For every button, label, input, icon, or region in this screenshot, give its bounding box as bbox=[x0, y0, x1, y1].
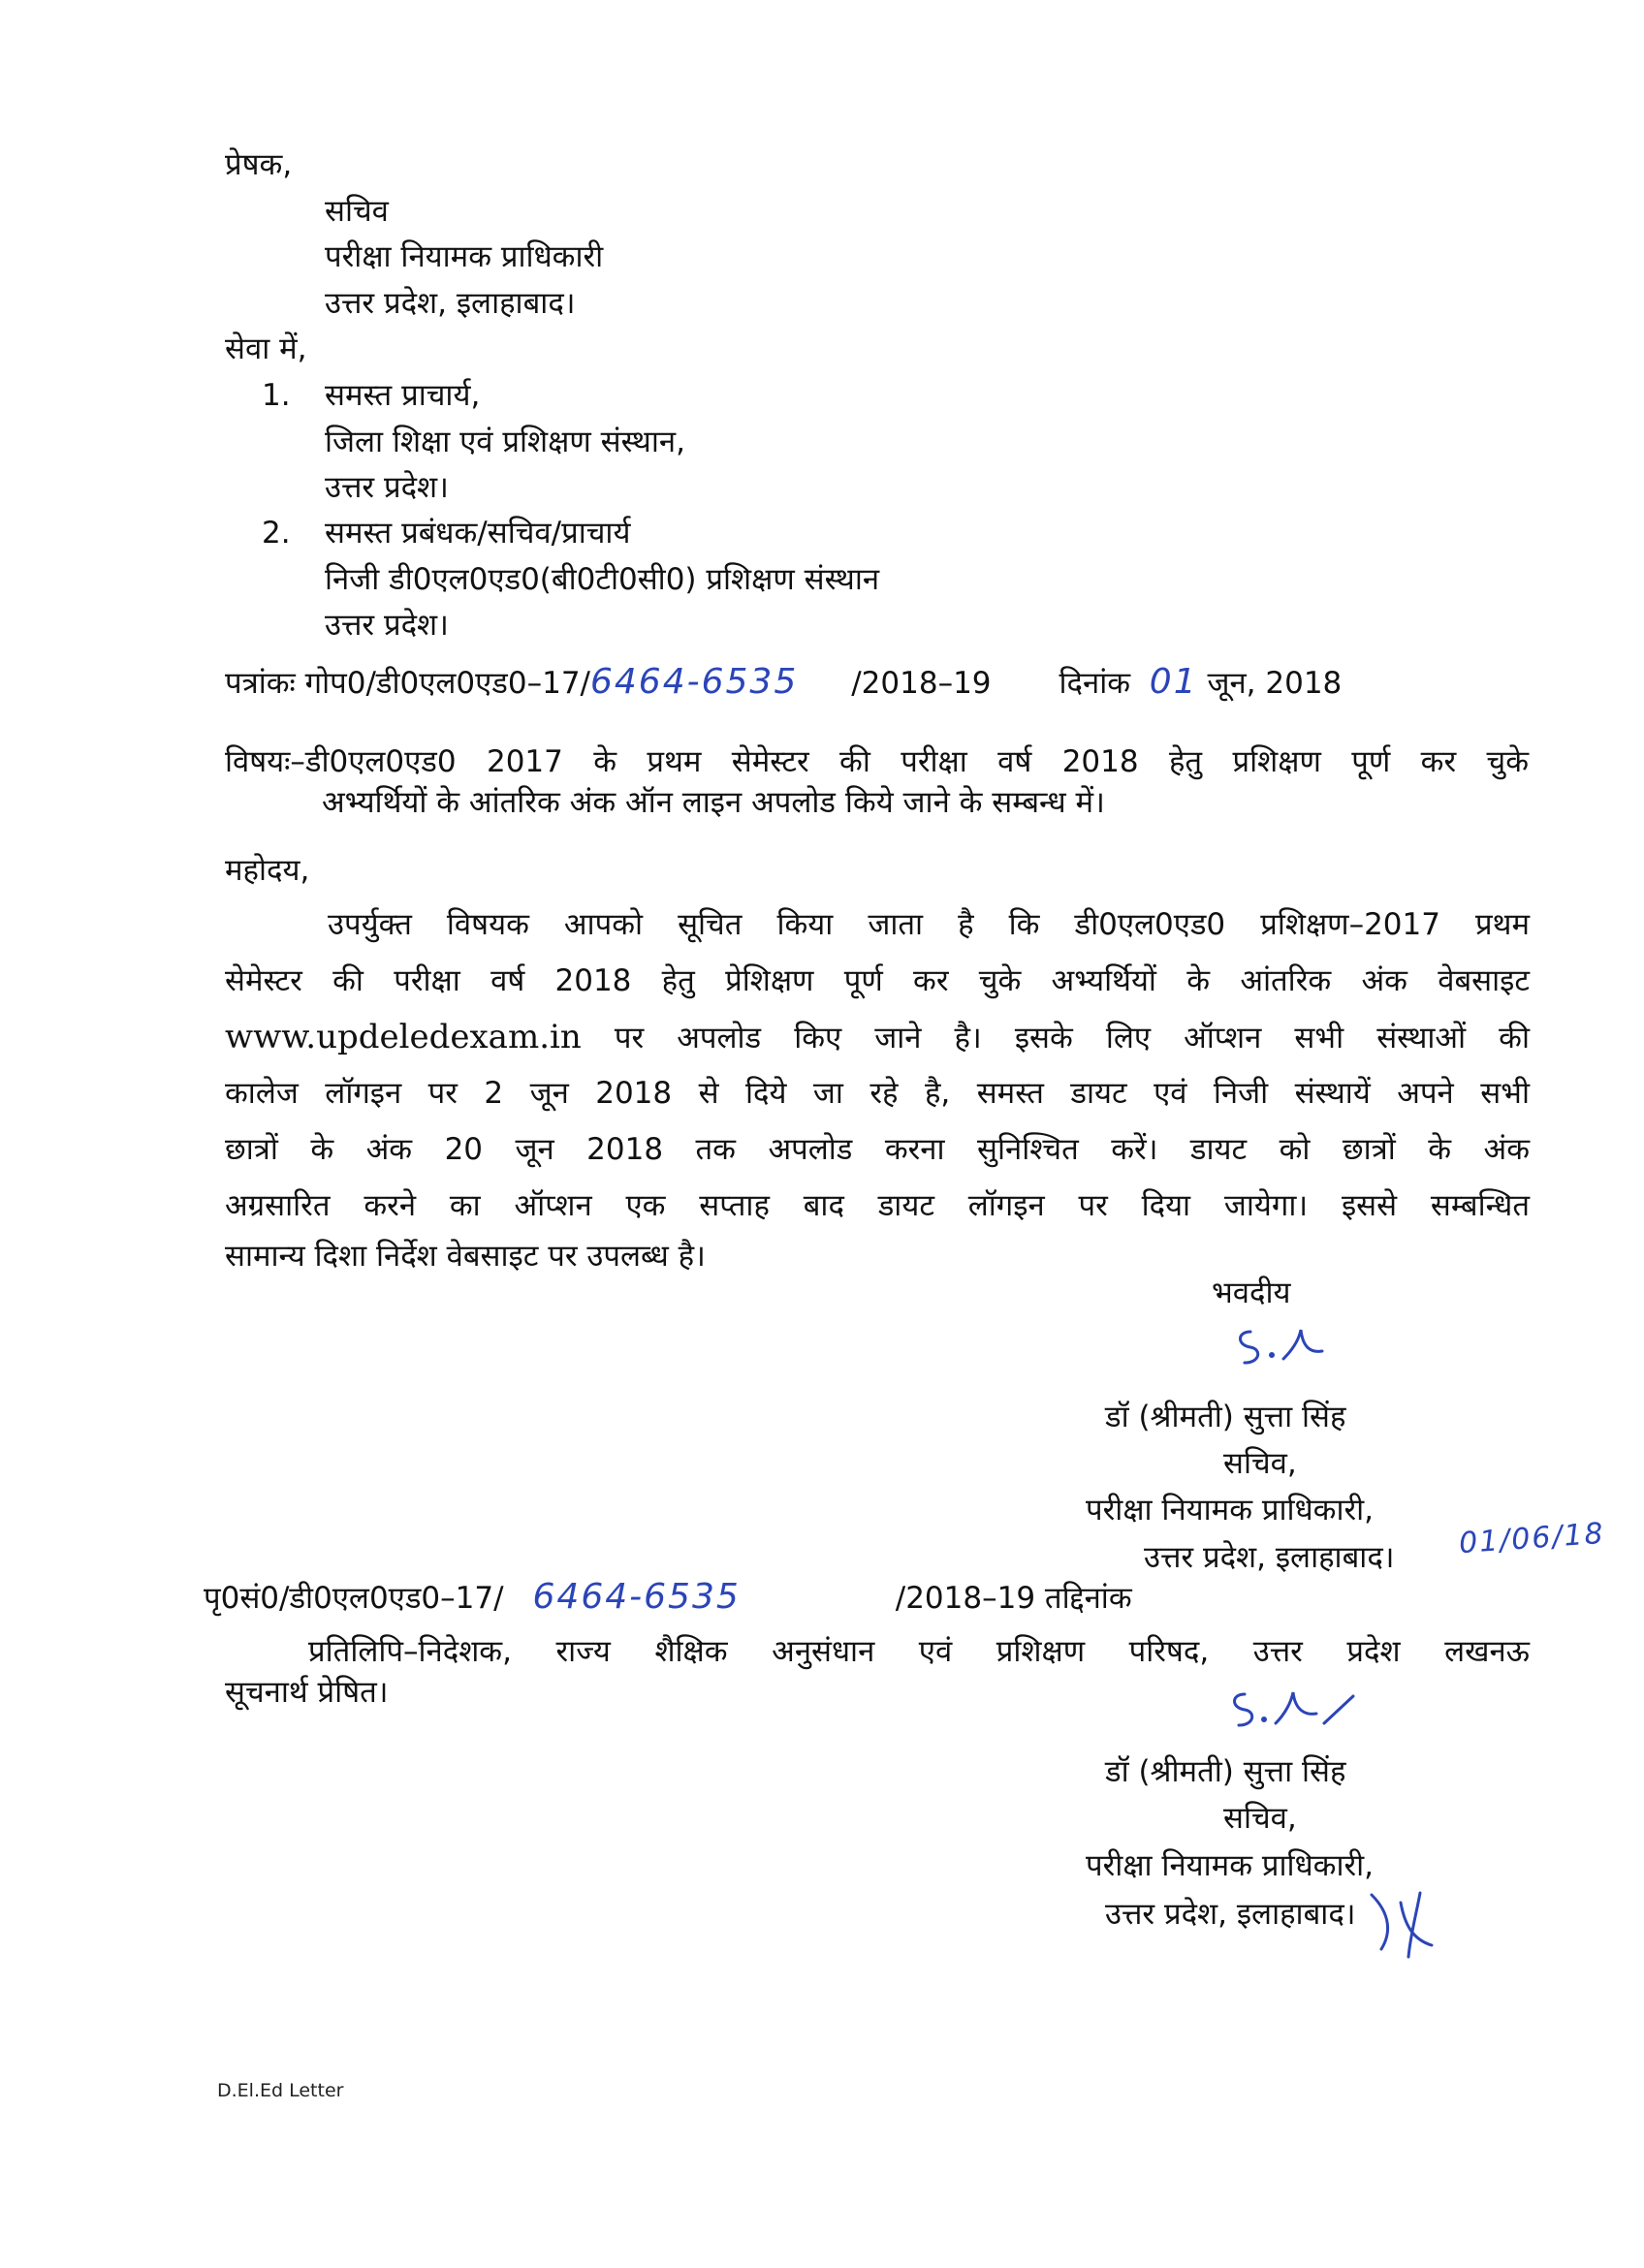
reference-prefix: पत्रांकः गोप0/डी0एल0एड0–17/ bbox=[225, 666, 590, 701]
sender-line: परीक्षा नियामक प्राधिकारी bbox=[325, 239, 604, 274]
subject-line-2: अभ्यर्थियों के आंतरिक अंक ऑन लाइन अपलोड किये जाने के सम्बन्ध में। bbox=[322, 785, 1105, 820]
signatory2-line: परीक्षा नियामक प्राधिकारी, bbox=[1086, 1848, 1375, 1883]
sender-line: सचिव bbox=[325, 194, 389, 229]
handwritten-margin-date: 01/06/18 bbox=[1457, 1516, 1606, 1561]
closing: भवदीय bbox=[1212, 1276, 1291, 1310]
reference-date-label: दिनांक bbox=[1059, 666, 1131, 701]
body-line: सेमेस्टर की परीक्षा वर्ष 2018 हेतु प्रेशिक्षण पूर्ण कर चुके अभ्यर्थियों के आंतरिक अंक वेबसाइट bbox=[225, 963, 1530, 998]
copy-line-2: सूचनार्थ प्रेषित। bbox=[225, 1675, 389, 1710]
reference-handwritten-day: 01 bbox=[1149, 662, 1198, 702]
recipient-line: निजी डी0एल0एड0(बी0टी0सी0) प्रशिक्षण संस्थान bbox=[325, 562, 880, 597]
reference-year: /2018–19 bbox=[851, 666, 992, 701]
copy-reference-line bbox=[204, 1578, 1132, 1618]
salutation: महोदय, bbox=[225, 853, 310, 888]
signatory-line: सचिव, bbox=[1223, 1446, 1297, 1481]
footer-label: D.El.Ed Letter bbox=[217, 2080, 344, 2101]
signatory2-line: सचिव, bbox=[1223, 1801, 1297, 1836]
signature-2 bbox=[1223, 1675, 1359, 1743]
body-line: अग्रसारित करने का ऑप्शन एक सप्ताह बाद डायट लॉगइन पर दिया जायेगा। इससे सम्बन्धित bbox=[225, 1188, 1530, 1223]
reference-line bbox=[225, 663, 1342, 703]
signature-1 bbox=[1229, 1314, 1345, 1372]
sender-line: उत्तर प्रदेश, इलाहाबाद। bbox=[325, 286, 576, 321]
recipient-number: 1. bbox=[262, 378, 291, 413]
recipient-line: जिला शिक्षा एवं प्रशिक्षण संस्थान, bbox=[325, 425, 685, 459]
copy-reference-prefix: पृ0सं0/डी0एल0एड0–17/ bbox=[204, 1581, 504, 1616]
copy-line-1: प्रतिलिपि–निदेशक, राज्य शैक्षिक अनुसंधान एवं प्रशिक्षण परिषद, उत्तर प्रदेश लखनऊ bbox=[308, 1634, 1530, 1669]
signatory-name: डॉ (श्रीमती) सुत्ता सिंह bbox=[1105, 1400, 1346, 1434]
initials-mark bbox=[1352, 1885, 1449, 1963]
recipient-line: उत्तर प्रदेश। bbox=[325, 470, 449, 505]
recipient-label: सेवा में, bbox=[225, 331, 307, 366]
body-line bbox=[225, 1012, 1530, 1063]
recipient-line: समस्त प्रबंधक/सचिव/प्राचार्य bbox=[325, 516, 631, 551]
body-line: छात्रों के अंक 20 जून 2018 तक अपलोड करना सुनिश्चित करें। डायट को छात्रों के अंक bbox=[225, 1132, 1530, 1167]
signatory2-line: उत्तर प्रदेश, इलाहाबाद। bbox=[1105, 1897, 1356, 1932]
signatory-line: परीक्षा नियामक प्राधिकारी, bbox=[1086, 1493, 1375, 1528]
reference-handwritten-number: 6464-6535 bbox=[590, 662, 799, 702]
sender-label: प्रेषक, bbox=[225, 147, 293, 182]
body-line: कालेज लॉगइन पर 2 जून 2018 से दिये जा रहे है, समस्त डायट एवं निजी संस्थायें अपने सभी bbox=[225, 1076, 1530, 1111]
recipient-line: समस्त प्राचार्य, bbox=[325, 378, 481, 413]
copy-handwritten-number: 6464-6535 bbox=[532, 1577, 741, 1617]
signatory-line: उत्तर प्रदेश, इलाहाबाद। bbox=[1144, 1540, 1395, 1575]
copy-reference-suffix: /2018–19 तद्दिनांक bbox=[895, 1581, 1132, 1616]
signatory2-name: डॉ (श्रीमती) सुत्ता सिंह bbox=[1105, 1754, 1346, 1789]
website-url: www.updeledexam.in bbox=[225, 1018, 582, 1056]
body-line-rest: पर अपलोड किए जाने है। इसके लिए ऑप्शन सभी संस्थाओं की bbox=[614, 1021, 1531, 1055]
body-line: उपर्युक्त विषयक आपको सूचित किया जाता है कि डी0एल0एड0 प्रशिक्षण–2017 प्रथम bbox=[328, 907, 1530, 942]
body-line: सामान्य दिशा निर्देश वेबसाइट पर उपलब्ध है। bbox=[225, 1239, 706, 1274]
subject-line-1: विषयः–डी0एल0एड0 2017 के प्रथम सेमेस्टर की परीक्षा वर्ष 2018 हेतु प्रशिक्षण पूर्ण कर चुके bbox=[225, 744, 1529, 779]
reference-date-suffix: जून, 2018 bbox=[1207, 666, 1343, 701]
recipient-number: 2. bbox=[262, 516, 291, 551]
recipient-line: उत्तर प्रदेश। bbox=[325, 608, 449, 643]
